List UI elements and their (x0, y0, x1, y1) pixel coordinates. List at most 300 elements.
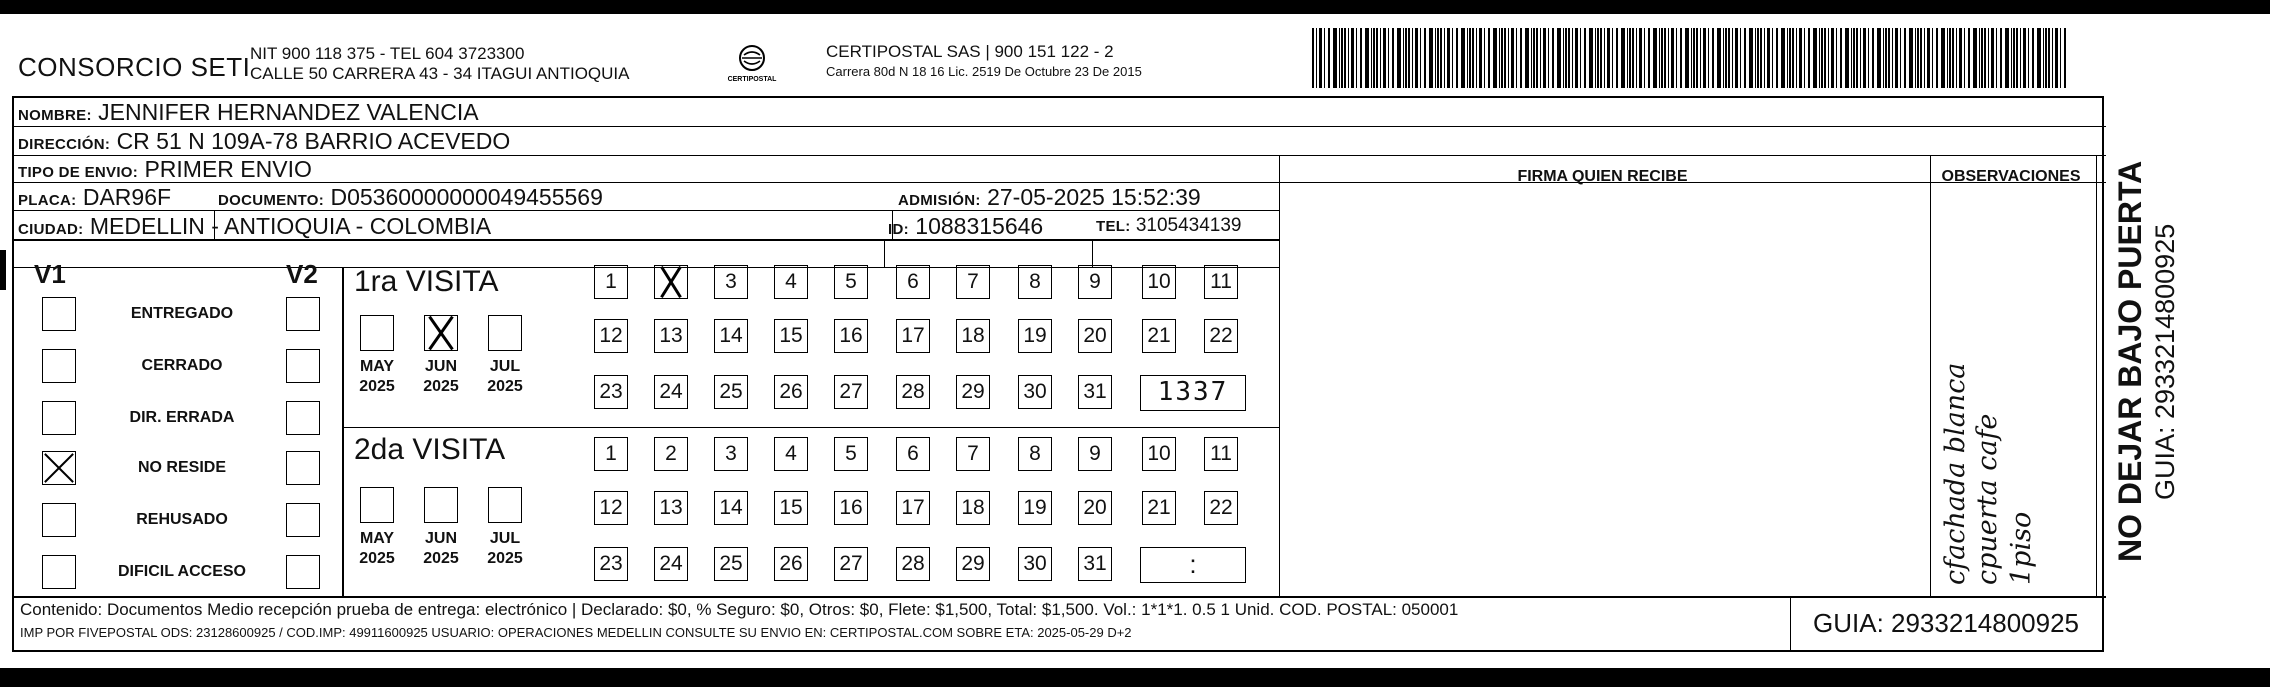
tel-label: TEL: (1096, 218, 1131, 235)
status-v2-checkbox (286, 401, 320, 435)
barcode-bar (1484, 28, 1485, 88)
status-v2-checkbox (286, 451, 320, 485)
direccion-value: CR 51 N 109A-78 BARRIO ACEVEDO (116, 128, 511, 154)
visit1-day-box: 22 (1204, 319, 1238, 353)
barcode-bar (1440, 28, 1442, 88)
visit1-day-box: 10 (1142, 265, 1176, 299)
barcode-bar (1499, 28, 1500, 88)
visit2-day-box: 2 (654, 437, 688, 471)
barcode-bar (1659, 28, 1660, 88)
observaciones-note-line: cfachada blanca (1940, 362, 1971, 585)
id-field (888, 213, 1043, 240)
barcode-bar (1476, 28, 1477, 88)
barcode-bar (1949, 28, 1951, 88)
barcode-bar (1725, 28, 1727, 88)
scan-mark (0, 250, 6, 290)
visit2-day-box: 31 (1078, 547, 1112, 581)
barcode-bar (1319, 28, 1322, 88)
barcode-bar (1584, 28, 1586, 88)
barcode-bar (1856, 28, 1858, 88)
visit2-day-box: 6 (896, 437, 930, 471)
barcode-bar (1437, 28, 1439, 88)
company-contact (250, 44, 629, 84)
barcode-bar (1668, 28, 1669, 88)
barcode-bar (1792, 28, 1794, 88)
barcode-bar (1691, 28, 1692, 88)
visit-col-line (342, 267, 344, 596)
firma-header: FIRMA QUIEN RECIBE (1517, 168, 1688, 185)
visit1-day-box: 23 (594, 375, 628, 409)
visit2-day-box: 7 (956, 437, 990, 471)
barcode-bar (1636, 28, 1637, 88)
visit-divider (342, 427, 1279, 428)
barcode-bar (1744, 28, 1746, 88)
observaciones-header: OBSERVACIONES (1941, 168, 2081, 185)
barcode-bar (1429, 28, 1433, 88)
admision-label: ADMISIÓN: (898, 192, 981, 209)
status-v1-checkbox (42, 349, 76, 383)
status-label: DIFICIL ACCESO (117, 563, 246, 580)
placa-value: DAR96F (82, 184, 172, 210)
visit2-time-box: : (1140, 547, 1246, 583)
barcode-bar (1324, 28, 1325, 88)
visit1-day-box: 11 (1204, 265, 1238, 299)
barcode-bar (1504, 28, 1506, 88)
barcode-bar (1360, 28, 1362, 88)
barcode-bar (1341, 28, 1343, 88)
direccion-field (18, 128, 510, 155)
certipostal-info (826, 42, 1142, 82)
barcode-bar (1444, 28, 1445, 88)
visit2-day-box: 17 (896, 491, 930, 525)
barcode-bar (1895, 28, 1898, 88)
barcode-bar (1653, 28, 1657, 88)
visit1-day-box: 24 (654, 375, 688, 409)
status-label: DIR. ERRADA (129, 409, 235, 426)
barcode-bar (2013, 28, 2015, 88)
side-warning: NO DEJAR BAJO PUERTA (2112, 160, 2148, 562)
barcode-bar (1789, 28, 1791, 88)
barcode-bar (1351, 28, 1354, 88)
nit-line: NIT 900 118 375 - TEL 604 3723300 (250, 44, 525, 63)
visit2-day-box: 20 (1078, 491, 1112, 525)
barcode-bar (1511, 28, 1514, 88)
visit1-day-box: 29 (956, 375, 990, 409)
barcode-bar (1776, 28, 1778, 88)
barcode-bar (1781, 28, 1785, 88)
barcode-bar (2016, 28, 2018, 88)
barcode-bar (1735, 28, 1738, 88)
visit2-day-box: 16 (834, 491, 868, 525)
visit1-month-name: JUL (489, 358, 521, 375)
barcode-bar (1632, 28, 1634, 88)
barcode-bar (1909, 28, 1913, 88)
status-v2-checkbox (286, 349, 320, 383)
visit2-day-box: 15 (774, 491, 808, 525)
barcode-bar (1920, 28, 1922, 88)
visit1-day-box: 30 (1018, 375, 1052, 409)
barcode-bar (1607, 28, 1610, 88)
visit2-day-box: 8 (1018, 437, 1052, 471)
visit2-month-label (347, 529, 407, 569)
barcode-bar (1373, 28, 1375, 88)
barcode-bar (1904, 28, 1906, 88)
v1-label: V1 (34, 259, 66, 289)
status-v1-checkbox (42, 451, 76, 485)
visit1-month-year: 2025 (423, 378, 459, 395)
visit1-day-box (654, 265, 688, 299)
barcode-bar (1328, 28, 1330, 88)
barcode-bar (1371, 28, 1372, 88)
barcode-bar (1540, 28, 1541, 88)
visit2-day-box: 14 (714, 491, 748, 525)
barcode-bar (1664, 28, 1666, 88)
barcode-bar (1420, 28, 1421, 88)
visit2-month-checkbox (488, 487, 522, 523)
barcode-bar (1900, 28, 1901, 88)
barcode-bar (1808, 28, 1810, 88)
ciudad-label: CIUDAD: (18, 221, 84, 238)
barcode-bar (1840, 28, 1842, 88)
barcode-bar (1543, 28, 1546, 88)
barcode-bar (2005, 28, 2009, 88)
barcode-bar (1845, 28, 1849, 88)
tipo-envio-field (18, 156, 312, 183)
visit2-day-box: 13 (654, 491, 688, 525)
id-value: 1088315646 (915, 213, 1044, 239)
barcode-bar (1885, 28, 1887, 88)
bottom-scan-border (0, 668, 2270, 687)
barcode-bar (1344, 28, 1346, 88)
visit1-day-box: 27 (834, 375, 868, 409)
barcode-bar (1469, 28, 1471, 88)
col-line (2096, 155, 2097, 596)
visit1-day-box: 20 (1078, 319, 1112, 353)
visit1-day-box: 28 (896, 375, 930, 409)
barcode (1312, 28, 2072, 88)
barcode-bar (2032, 28, 2034, 88)
visit2-day-box: 22 (1204, 491, 1238, 525)
status-label: REHUSADO (136, 511, 228, 528)
visit2-day-box: 3 (714, 437, 748, 471)
ciudad-field (18, 213, 491, 240)
barcode-bar (1708, 28, 1709, 88)
barcode-bar (2048, 28, 2050, 88)
visit1-day-box: 17 (896, 319, 930, 353)
barcode-bar (1621, 28, 1625, 88)
barcode-bar (2037, 28, 2041, 88)
barcode-bar (1488, 28, 1490, 88)
barcode-bar (1580, 28, 1581, 88)
barcode-bar (2043, 28, 2044, 88)
status-v2-checkbox (286, 503, 320, 537)
barcode-bar (1572, 28, 1573, 88)
direccion-label: DIRECCIÓN: (18, 136, 111, 153)
visit1-month-year: 2025 (359, 378, 395, 395)
status-label: NO RESIDE (137, 459, 226, 476)
visit1-day-box: 6 (896, 265, 930, 299)
barcode-bar (1821, 28, 1823, 88)
top-scan-border (0, 0, 2270, 14)
barcode-bar (1612, 28, 1613, 88)
barcode-bar (1877, 28, 1881, 88)
barcode-bar (1981, 28, 1983, 88)
visit2-day-box: 9 (1078, 437, 1112, 471)
barcode-bar (1703, 28, 1706, 88)
barcode-bar (1552, 28, 1554, 88)
tel-value: 3105434139 (1135, 215, 1242, 236)
barcode-bar (1968, 28, 1970, 88)
barcode-bar (1508, 28, 1509, 88)
barcode-bar (1392, 28, 1394, 88)
visit1-day-box: 14 (714, 319, 748, 353)
visit2-month-year: 2025 (487, 550, 523, 567)
barcode-bar (1959, 28, 1962, 88)
visit1-month-year: 2025 (487, 378, 523, 395)
visit1-day-box: 8 (1018, 265, 1052, 299)
barcode-bar (1872, 28, 1874, 88)
barcode-bar (1616, 28, 1618, 88)
visit2-day-box: 21 (1142, 491, 1176, 525)
barcode-bar (1831, 28, 1834, 88)
visit2-month-checkbox (360, 487, 394, 523)
barcode-bar (1676, 28, 1677, 88)
nombre-field (18, 99, 479, 126)
barcode-bar (1520, 28, 1522, 88)
status-v2-checkbox (286, 555, 320, 589)
documento-label: DOCUMENTO: (218, 192, 325, 209)
barcode-bar (1415, 28, 1418, 88)
col-line (1279, 155, 1280, 596)
company-name: CONSORCIO SETI (18, 52, 251, 82)
nombre-value: JENNIFER HERNANDEZ VALENCIA (98, 99, 479, 125)
barcode-bar (2000, 28, 2002, 88)
barcode-bar (1604, 28, 1605, 88)
barcode-bar (2055, 28, 2058, 88)
barcode-bar (1936, 28, 1938, 88)
barcode-bar (1988, 28, 1989, 88)
barcode-bar (2045, 28, 2047, 88)
barcode-bar (1531, 28, 1532, 88)
visit2-month-name: MAY (359, 530, 395, 547)
barcode-bar (1927, 28, 1930, 88)
barcode-bar (1740, 28, 1741, 88)
visit1-month-name: JUN (424, 358, 457, 375)
documento-value: D05360000000049455569 (330, 184, 603, 210)
barcode-bar (1376, 28, 1378, 88)
visit1-day-box: 15 (774, 319, 808, 353)
barcode-bar (1956, 28, 1957, 88)
status-v1-checkbox (42, 555, 76, 589)
visit2-day-box: 28 (896, 547, 930, 581)
admision-value: 27-05-2025 15:52:39 (987, 184, 1201, 210)
barcode-bar (1533, 28, 1535, 88)
ciudad-value: MEDELLIN - ANTIOQUIA - COLOMBIA (89, 213, 492, 239)
barcode-bar (1828, 28, 1829, 88)
barcode-bar (1648, 28, 1650, 88)
nombre-label: NOMBRE: (18, 107, 92, 124)
barcode-bar (1316, 28, 1317, 88)
barcode-bar (1356, 28, 1357, 88)
visit2-day-box: 10 (1142, 437, 1176, 471)
v2-label: V2 (286, 259, 318, 289)
visit2-day-box: 23 (594, 547, 628, 581)
certi-line: CERTIPOSTAL SAS | 900 151 122 - 2 (826, 42, 1114, 61)
visit1-day-box: 9 (1078, 265, 1112, 299)
status-v1-checkbox (42, 297, 76, 331)
barcode-bar (2060, 28, 2061, 88)
barcode-bar (1479, 28, 1482, 88)
barcode-bar (1563, 28, 1564, 88)
barcode-bar (1472, 28, 1474, 88)
barcode-bar (1452, 28, 1453, 88)
visit1-day-box: 1 (594, 265, 628, 299)
barcode-bar (1796, 28, 1797, 88)
barcode-bar (1824, 28, 1826, 88)
tipo-envio-value: PRIMER ENVIO (144, 156, 312, 182)
barcode-bar (1836, 28, 1837, 88)
visit1-day-box: 5 (834, 265, 868, 299)
barcode-bar (1728, 28, 1730, 88)
visit2-day-box: 11 (1204, 437, 1238, 471)
barcode-bar (1388, 28, 1389, 88)
barcode-bar (1979, 28, 1980, 88)
documento-field (218, 184, 603, 211)
barcode-bar (1397, 28, 1401, 88)
barcode-bar (1964, 28, 1965, 88)
barcode-bar (1403, 28, 1404, 88)
barcode-bar (1589, 28, 1593, 88)
visit2-day-box: 1 (594, 437, 628, 471)
barcode-bar (1536, 28, 1538, 88)
barcode-bar (1493, 28, 1497, 88)
visit2-day-box: 24 (654, 547, 688, 581)
barcode-bar (2052, 28, 2053, 88)
barcode-bar (1661, 28, 1663, 88)
barcode-bar (1525, 28, 1529, 88)
status-v1-checkbox (42, 401, 76, 435)
visit2-day-box: 12 (594, 491, 628, 525)
barcode-bar (1732, 28, 1733, 88)
barcode-bar (1435, 28, 1436, 88)
visit2-day-box: 27 (834, 547, 868, 581)
visit1-title: 1ra VISITA (354, 265, 499, 298)
visit1-day-box: 18 (956, 319, 990, 353)
barcode-bar (1991, 28, 1994, 88)
barcode-bar (2020, 28, 2021, 88)
barcode-bar (1952, 28, 1954, 88)
address-line: CALLE 50 CARRERA 43 - 34 ITAGUI ANTIOQUIA (250, 64, 630, 83)
barcode-bar (1447, 28, 1450, 88)
barcode-bar (1863, 28, 1866, 88)
row-line (14, 126, 2106, 127)
barcode-bar (1685, 28, 1689, 88)
barcode-bar (1915, 28, 1916, 88)
barcode-bar (1365, 28, 1369, 88)
barcode-bar (2064, 28, 2066, 88)
barcode-bar (1639, 28, 1642, 88)
barcode-bar (1627, 28, 1628, 88)
barcode-bar (1853, 28, 1855, 88)
tipo-envio-label: TIPO DE ENVIO: (18, 164, 139, 181)
barcode-bar (1764, 28, 1765, 88)
visit2-day-box: 25 (714, 547, 748, 581)
barcode-bar (1548, 28, 1549, 88)
barcode-bar (1680, 28, 1682, 88)
status-v1-checkbox (42, 503, 76, 537)
barcode-bar (1749, 28, 1753, 88)
barcode-bar (1629, 28, 1631, 88)
barcode-bar (1700, 28, 1701, 88)
visit2-month-year: 2025 (359, 550, 395, 567)
visit2-day-box: 5 (834, 437, 868, 471)
visit2-title: 2da VISITA (354, 433, 506, 466)
visit1-day-box: 13 (654, 319, 688, 353)
visit2-month-year: 2025 (423, 550, 459, 567)
barcode-bar (1467, 28, 1468, 88)
barcode-bar (1984, 28, 1986, 88)
barcode-bar (1760, 28, 1762, 88)
barcode-bar (1383, 28, 1386, 88)
status-label: ENTREGADO (130, 305, 234, 322)
visit2-month-label (411, 529, 471, 569)
barcode-bar (1973, 28, 1977, 88)
observaciones-note-line: 1piso (2006, 511, 2037, 585)
visit1-day-box: 7 (956, 265, 990, 299)
barcode-bar (1932, 28, 1933, 88)
admision-field (898, 184, 1201, 211)
barcode-bar (1568, 28, 1570, 88)
barcode-bar (1917, 28, 1919, 88)
placa-field (18, 184, 171, 211)
visit1-month-name: MAY (359, 358, 395, 375)
visit2-month-name: JUN (424, 530, 457, 547)
barcode-bar (1717, 28, 1721, 88)
visit1-day-box: 4 (774, 265, 808, 299)
barcode-bar (1787, 28, 1788, 88)
status-v2-checkbox (286, 297, 320, 331)
barcode-bar (1868, 28, 1869, 88)
visit1-month-label (475, 357, 535, 397)
status-label: CERRADO (141, 357, 223, 374)
barcode-bar (1883, 28, 1884, 88)
visit1-month-checkbox (360, 315, 394, 351)
barcode-bar (1348, 28, 1349, 88)
visit1-day-box: 19 (1018, 319, 1052, 353)
visit1-day-box: 31 (1078, 375, 1112, 409)
visit1-day-box: 21 (1142, 319, 1176, 353)
barcode-bar (1851, 28, 1852, 88)
col-line (1092, 239, 1093, 268)
visit1-day-box: 16 (834, 319, 868, 353)
footer-content: Contenido: Documentos Medio recepción prueba de entrega: electrónico | Declarado: $0, % Seguro: $0, Otros: $0, Flete: $1,500, Total: $1,500. Vol.: 1*1*1. 0.5 1 Unid. COD. POSTAL: 050001 (20, 600, 1459, 619)
barcode-bar (1924, 28, 1925, 88)
barcode-bar (1456, 28, 1458, 88)
observaciones-note-line: cpuerta cafe (1972, 413, 2003, 585)
barcode-bar (1339, 28, 1340, 88)
barcode-bar (1516, 28, 1517, 88)
visit2-day-box: 18 (956, 491, 990, 525)
barcode-bar (1412, 28, 1413, 88)
visit1-month-checkbox (488, 315, 522, 351)
visit2-day-box: 19 (1018, 491, 1052, 525)
barcode-bar (1819, 28, 1820, 88)
row-line (14, 155, 2106, 156)
barcode-bar (1712, 28, 1714, 88)
visit1-month-label (411, 357, 471, 397)
barcode-bar (1671, 28, 1674, 88)
visit1-time-box: 1337 (1140, 375, 1246, 411)
